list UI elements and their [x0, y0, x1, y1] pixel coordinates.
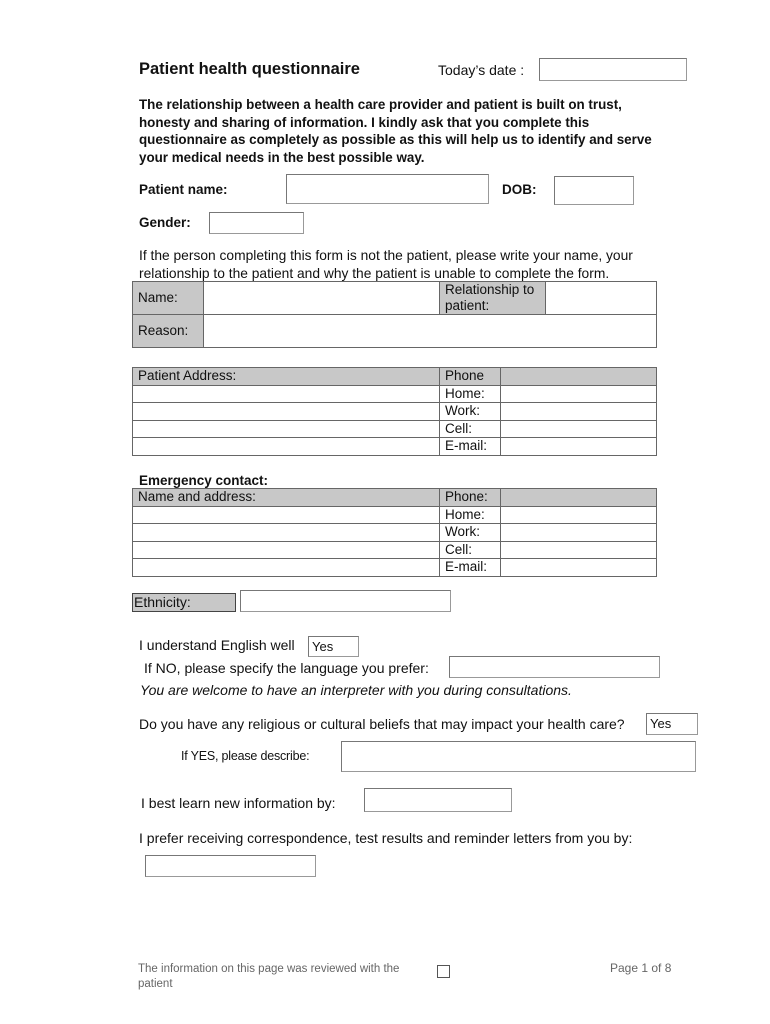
emergency-phone-header: Phone:	[440, 489, 501, 507]
phone-type-label: Cell:	[440, 541, 501, 559]
proxy-table	[132, 281, 657, 348]
emergency-header: Name and address:	[133, 489, 440, 507]
page-title: Patient health questionnaire	[139, 60, 360, 78]
emergency-contact-title: Emergency contact:	[139, 473, 269, 488]
table-row	[133, 403, 657, 421]
proxy-name-input[interactable]	[204, 282, 440, 315]
phone-type-label: E-mail:	[440, 438, 501, 456]
emergency-address-input[interactable]	[133, 524, 440, 542]
dob-label: DOB:	[502, 182, 537, 197]
table-row	[133, 282, 657, 315]
emergency-address-input[interactable]	[133, 559, 440, 577]
table-row	[133, 438, 657, 456]
emergency-work-input[interactable]	[501, 524, 657, 542]
patient-name-input[interactable]	[286, 174, 489, 204]
home-phone-input[interactable]	[501, 385, 657, 403]
phone-type-label: Work:	[440, 403, 501, 421]
reviewed-checkbox[interactable]	[437, 965, 450, 978]
proxy-instructions: If the person completing this form is not the patient, please write your name, your relationship to the patient and why the patient is unable to complete the form.	[139, 248, 633, 281]
table-row	[133, 368, 657, 386]
learning-label: I best learn new information by:	[141, 795, 336, 811]
phone-type-label: Cell:	[440, 420, 501, 438]
patient-address-table	[132, 367, 657, 456]
cell-phone-input[interactable]	[501, 420, 657, 438]
english-label: I understand English well	[139, 637, 295, 653]
review-statement: The information on this page was reviewed with the patient	[138, 963, 400, 990]
beliefs-select[interactable]: Yes	[646, 713, 698, 735]
table-row	[133, 489, 657, 507]
work-phone-input[interactable]	[501, 403, 657, 421]
address-line-input[interactable]	[133, 385, 440, 403]
emergency-address-input[interactable]	[133, 541, 440, 559]
intro-paragraph: The relationship between a health care provider and patient is built on trust, honesty and sharing of information. I kindly ask that you complete this questionnaire as completely as possible as this will help us to identify and serve your medical needs in the best possible way.	[139, 97, 652, 165]
patient-name-label: Patient name:	[139, 182, 228, 197]
table-row	[133, 541, 657, 559]
emergency-contact-table	[132, 488, 657, 577]
beliefs-describe-label: If YES, please describe:	[181, 749, 310, 763]
relationship-input[interactable]	[546, 282, 657, 315]
table-row	[133, 385, 657, 403]
emergency-cell-input[interactable]	[501, 541, 657, 559]
relationship-label: Relationship to patient:	[440, 282, 546, 315]
reason-label: Reason:	[133, 315, 204, 348]
email-input[interactable]	[501, 438, 657, 456]
dob-input[interactable]	[554, 176, 634, 205]
learning-input[interactable]	[364, 788, 512, 812]
address-phone-header: Phone	[440, 368, 501, 386]
address-line-input[interactable]	[133, 438, 440, 456]
address-header: Patient Address:	[133, 368, 440, 386]
address-line-input[interactable]	[133, 403, 440, 421]
gender-input[interactable]	[209, 212, 304, 234]
proxy-name-label: Name:	[133, 282, 204, 315]
phone-type-label: Work:	[440, 524, 501, 542]
table-row	[133, 524, 657, 542]
phone-type-label: Home:	[440, 385, 501, 403]
reason-input[interactable]	[204, 315, 657, 348]
page-number: Page 1 of 8	[610, 961, 672, 975]
correspondence-label: I prefer receiving correspondence, test results and reminder letters from you by:	[139, 830, 633, 846]
english-select[interactable]: Yes	[308, 636, 359, 657]
table-row	[133, 559, 657, 577]
preferred-language-input[interactable]	[449, 656, 660, 678]
table-row	[133, 315, 657, 348]
todays-date-label: Today’s date :	[438, 62, 525, 78]
ethnicity-label: Ethnicity:	[132, 593, 236, 612]
table-row	[133, 506, 657, 524]
gender-label: Gender:	[139, 215, 191, 230]
address-line-input[interactable]	[133, 420, 440, 438]
emergency-home-input[interactable]	[501, 506, 657, 524]
emergency-email-input[interactable]	[501, 559, 657, 577]
interpreter-note: You are welcome to have an interpreter with you during consultations.	[140, 682, 572, 698]
emergency-address-input[interactable]	[133, 506, 440, 524]
correspondence-input[interactable]	[145, 855, 316, 877]
phone-type-label: E-mail:	[440, 559, 501, 577]
todays-date-input[interactable]	[539, 58, 687, 81]
language-preference-label: If NO, please specify the language you prefer:	[144, 660, 429, 676]
beliefs-description-input[interactable]	[341, 741, 696, 772]
ethnicity-input[interactable]	[240, 590, 451, 612]
phone-type-label: Home:	[440, 506, 501, 524]
beliefs-question: Do you have any religious or cultural beliefs that may impact your health care?	[139, 716, 625, 732]
table-row	[133, 420, 657, 438]
